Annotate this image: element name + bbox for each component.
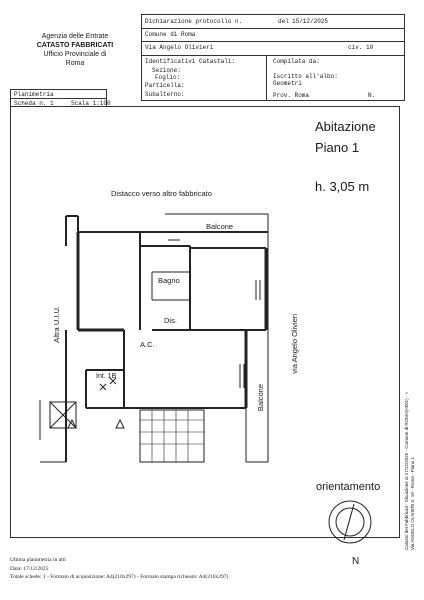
side-stamp [404, 330, 416, 550]
scala-label: Scala 1:100 [71, 100, 111, 107]
side-stamp-line-2: Via ANGELO OLIVIERI n. 10 - Roma - Piano 1 [410, 457, 415, 550]
bagno-label: Bagno [158, 276, 180, 285]
subalterno-label: Subalterno: [145, 91, 185, 98]
agency-line-4: Roma [65, 60, 85, 67]
footer [10, 556, 228, 581]
compilata-label: Compilata da: [273, 58, 320, 65]
int-label: Int. 1B [96, 373, 117, 380]
identificativi-label: Identificativi Catastali: [145, 58, 236, 65]
civ: civ. 10 [348, 44, 374, 51]
footer-data: Data: 17/12/2025 [10, 566, 49, 572]
ac-label: A.C. [140, 340, 155, 349]
via-label: via Angelo Olivieri [290, 314, 299, 374]
sezione-label: Sezione: [152, 67, 181, 74]
north-label: N [352, 556, 360, 567]
del-label: del [278, 18, 289, 25]
orientamento-label: orientamento [316, 481, 381, 493]
planimetria-label: Planimetria [14, 91, 54, 98]
plan-height: h. 3,05 m [315, 179, 370, 194]
address: Via Angelo Olivieri [145, 44, 214, 51]
balcone-top-label: Balcone [206, 222, 234, 231]
del-date: 15/12/2025 [292, 18, 329, 25]
dis-label: Dis. [164, 316, 177, 325]
agency-line-1: Agenzia delle Entrate [41, 33, 109, 40]
particella-label: Particella: [145, 82, 185, 89]
footer-totale: Totale schede: 1 - Formato di acquisizione: A4(210x297) - Formato stampa richiesto: A4(210x297) [10, 574, 229, 580]
scheda-label: Scheda n. 1 [14, 100, 54, 107]
prov-label: Prov. Roma [273, 92, 310, 99]
comune-label: Comune di Roma [145, 31, 196, 38]
dichiarazione-label: Dichiarazione protocollo n. [145, 18, 243, 25]
iscritto-label: Iscritto all'albo: [273, 73, 338, 80]
agency-line-2: CATASTO FABBRICATI [36, 42, 114, 49]
plan-title-2: Piano 1 [315, 140, 360, 155]
plan-title-1: Abitazione [315, 119, 376, 134]
iscritto-value: Geometri [273, 80, 302, 87]
agency-line-3: Ufficio Provinciale di [43, 51, 107, 58]
footer-ultima: Ultima planimetria in atti [10, 557, 66, 563]
compass-icon [326, 498, 374, 562]
foglio-label: Foglio: [155, 74, 181, 81]
distacco-label: Distacco verso altro fabbricato [111, 189, 212, 198]
side-stamp-line-1: Catasto dei Fabbricati - Situazione al 17/12/2025 - Comune di ROMA(H501) - < [404, 391, 409, 550]
n-label: N. [368, 92, 376, 99]
altra-uiu-label: Altra U.I.U. [52, 306, 61, 343]
balcone-right-label: Balcone [256, 384, 265, 412]
